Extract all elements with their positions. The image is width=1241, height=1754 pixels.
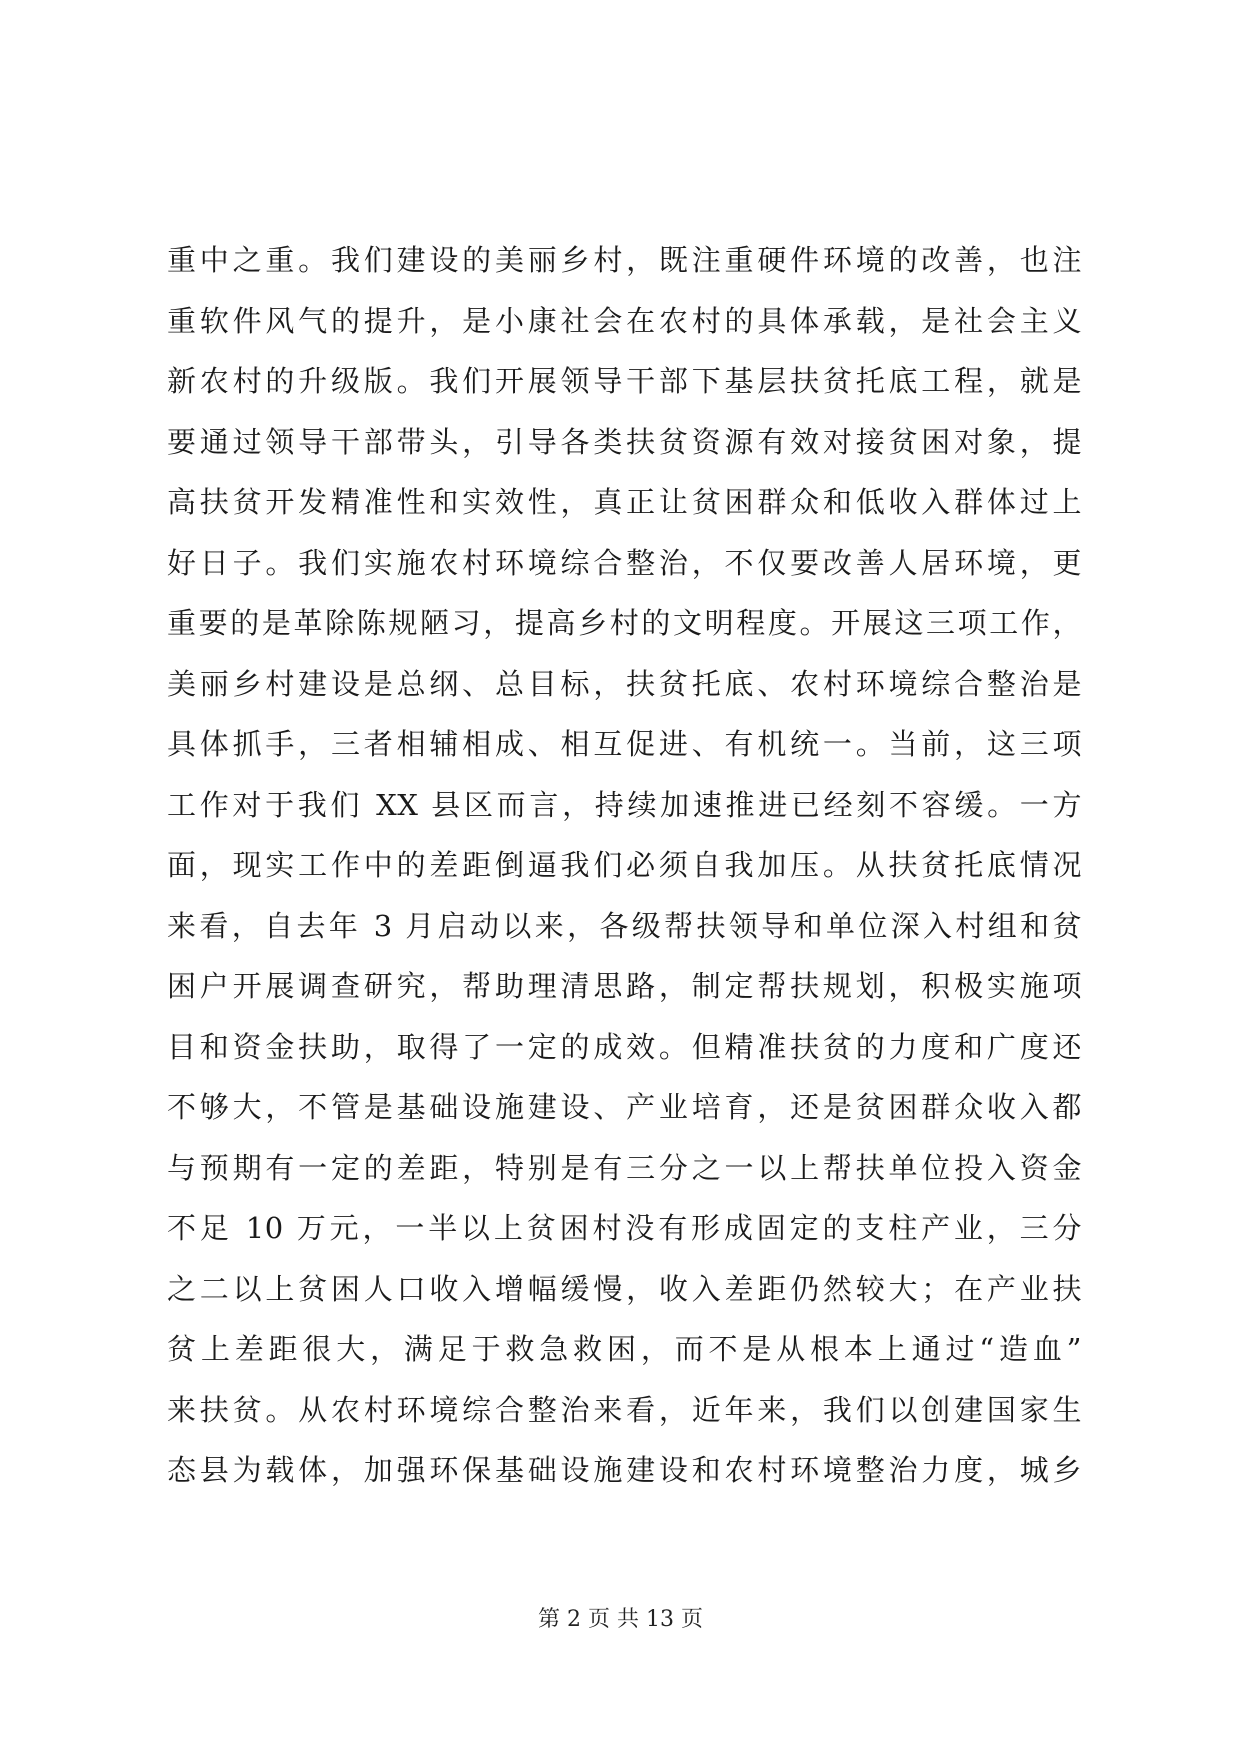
- text-line: 困户开展调查研究，帮助理清思路，制定帮扶规划，积极实施项: [167, 969, 1082, 1003]
- text-line: 具体抓手，三者相辅相成、相互促进、有机统一。当前，这三项: [167, 727, 1082, 761]
- text-line: 美丽乡村建设是总纲、总目标，扶贫托底、农村环境综合整治是: [167, 666, 1082, 701]
- text-line: 不够大，不管是基础设施建设、产业培育，还是贫困群众收入都: [167, 1090, 1082, 1124]
- text-line: 要通过领导干部带头，引导各类扶贫资源有效对接贫困对象，提: [167, 424, 1082, 459]
- text-line: 面，现实工作中的差距倒逼我们必须自我加压。从扶贫托底情况: [167, 848, 1082, 882]
- text-line: 目和资金扶助，取得了一定的成效。但精准扶贫的力度和广度还: [167, 1029, 1082, 1064]
- text-line: 来扶贫。从农村环境综合整治来看，近年来，我们以创建国家生: [167, 1392, 1082, 1427]
- body-paragraph: [167, 230, 1082, 1501]
- text-line: 重中之重。我们建设的美丽乡村，既注重硬件环境的改善，也注: [167, 243, 1082, 277]
- text-line: 重软件风气的提升，是小康社会在农村的具体承载，是社会主义: [167, 303, 1082, 338]
- text-line: 新农村的升级版。我们开展领导干部下基层扶贫托底工程，就是: [167, 364, 1082, 398]
- text-line: 来看，自去年 3 月启动以来，各级帮扶领导和单位深入村组和贫: [167, 908, 1082, 943]
- text-line: 态县为载体，加强环保基础设施建设和农村环境整治力度，城乡: [167, 1453, 1082, 1487]
- page-number-footer: 第 2 页 共 13 页: [538, 1607, 703, 1632]
- text-line: 工作对于我们 XX 县区而言，持续加速推进已经刻不容缓。一方: [167, 787, 1082, 822]
- text-line: 好日子。我们实施农村环境综合整治，不仅要改善人居环境，更: [167, 545, 1082, 580]
- text-line: 不足 10 万元，一半以上贫困村没有形成固定的支柱产业，三分: [167, 1211, 1082, 1245]
- text-line: 重要的是革除陈规陋习，提高乡村的文明程度。开展这三项工作，: [167, 606, 1082, 640]
- text-line: 与预期有一定的差距，特别是有三分之一以上帮扶单位投入资金: [167, 1150, 1082, 1185]
- text-line: 之二以上贫困人口收入增幅缓慢，收入差距仍然较大；在产业扶: [167, 1271, 1082, 1306]
- text-line: 高扶贫开发精准性和实效性，真正让贫困群众和低收入群体过上: [167, 485, 1082, 519]
- text-line: 贫上差距很大，满足于救急救困，而不是从根本上通过“造血”: [167, 1332, 1082, 1366]
